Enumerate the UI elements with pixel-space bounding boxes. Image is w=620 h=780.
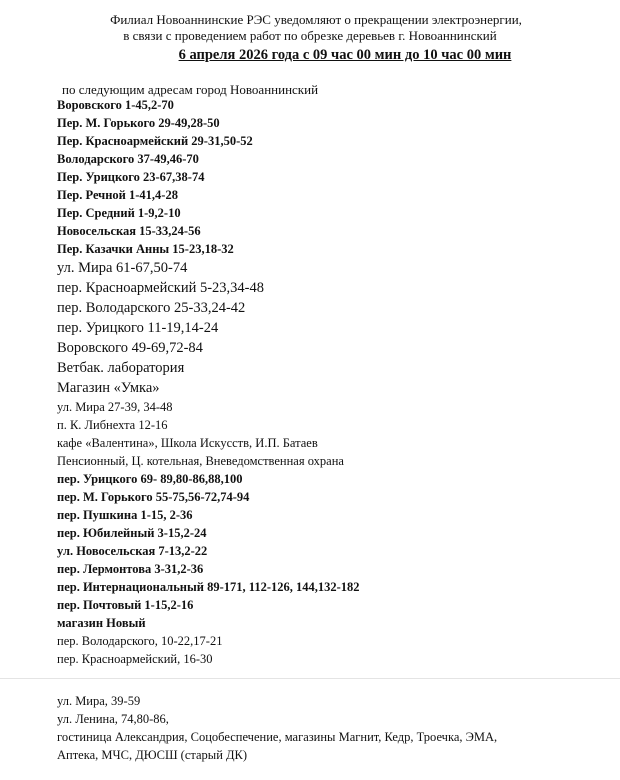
address-line: Воровского 1-45,2-70 [57, 98, 174, 112]
address-line: Володарского 37-49,46-70 [57, 152, 199, 166]
address-line: Пер. Казачки Анны 15-23,18-32 [57, 242, 234, 256]
address-line: кафе «Валентина», Школа Искусств, И.П. Батаев [57, 436, 318, 450]
address-line: пер. Лермонтова 3-31,2-36 [57, 562, 204, 576]
outage-date-line: 6 апреля 2026 года с 09 час 00 мин до 10 час 00 мин [178, 47, 512, 63]
address-line: пер. Почтовый 1-15,2-16 [57, 598, 194, 612]
address-line: Пер. Средний 1-9,2-10 [57, 206, 181, 220]
address-line: магазин Новый [57, 616, 146, 630]
footer-address-line: Аптека, МЧС, ДЮСШ (старый ДК) [57, 748, 248, 762]
page-divider [0, 678, 620, 679]
address-intro: по следующим адресам город Новоаннинский [62, 82, 319, 97]
header-line-2: в связи с проведением работ по обрезке деревьев г. Новоаннинский [123, 28, 497, 43]
footer-address-line: гостиница Александрия, Соцобеспечение, магазины Магнит, Кедр, Троечка, ЭМА, [57, 730, 498, 744]
address-line: Пер. Урицкого 23-67,38-74 [57, 170, 205, 184]
address-line: п. К. Либнехта 12-16 [57, 418, 168, 432]
address-line: пер. Пушкина 1-15, 2-36 [57, 508, 193, 522]
address-line: пер. Красноармейский, 16-30 [57, 652, 213, 666]
address-line: ул. Мира 61-67,50-74 [57, 260, 188, 276]
address-line: пер. Красноармейский 5-23,34-48 [57, 280, 264, 296]
footer-address-line: ул. Мира, 39-59 [57, 694, 141, 708]
address-line: пер. Урицкого 11-19,14-24 [57, 320, 219, 336]
address-line: пер. Юбилейный 3-15,2-24 [57, 526, 207, 540]
address-line: пер. Интернациональный 89-171, 112-126, 144,132-182 [57, 580, 360, 594]
address-line: ул. Мира 27-39, 34-48 [57, 400, 173, 414]
address-line: Ветбак. лаборатория [57, 360, 185, 376]
address-line: Пер. Речной 1-41,4-28 [57, 188, 178, 202]
address-line: пер. М. Горького 55-75,56-72,74-94 [57, 490, 250, 504]
address-line: пер. Володарского 25-33,24-42 [57, 300, 246, 316]
address-line: ул. Новосельская 7-13,2-22 [57, 544, 208, 558]
notice-header [0, 12, 620, 65]
address-line: пер. Володарского, 10-22,17-21 [57, 634, 223, 648]
address-line: Пер. М. Горького 29-49,28-50 [57, 116, 220, 130]
address-line: пер. Урицкого 69- 89,80-86,88,100 [57, 472, 243, 486]
header-line-1: Филиал Новоаннинские РЭС уведомляют о прекращении электроэнергии, [110, 12, 522, 27]
address-line: Новосельская 15-33,24-56 [57, 224, 201, 238]
address-line: Пенсионный, Ц. котельная, Вневедомственная охрана [57, 454, 344, 468]
footer-address-line: ул. Ленина, 74,80-86, [57, 712, 169, 726]
address-line: Пер. Красноармейский 29-31,50-52 [57, 134, 253, 148]
address-line: Воровского 49-69,72-84 [57, 340, 203, 356]
address-line: Магазин «Умка» [57, 380, 160, 396]
